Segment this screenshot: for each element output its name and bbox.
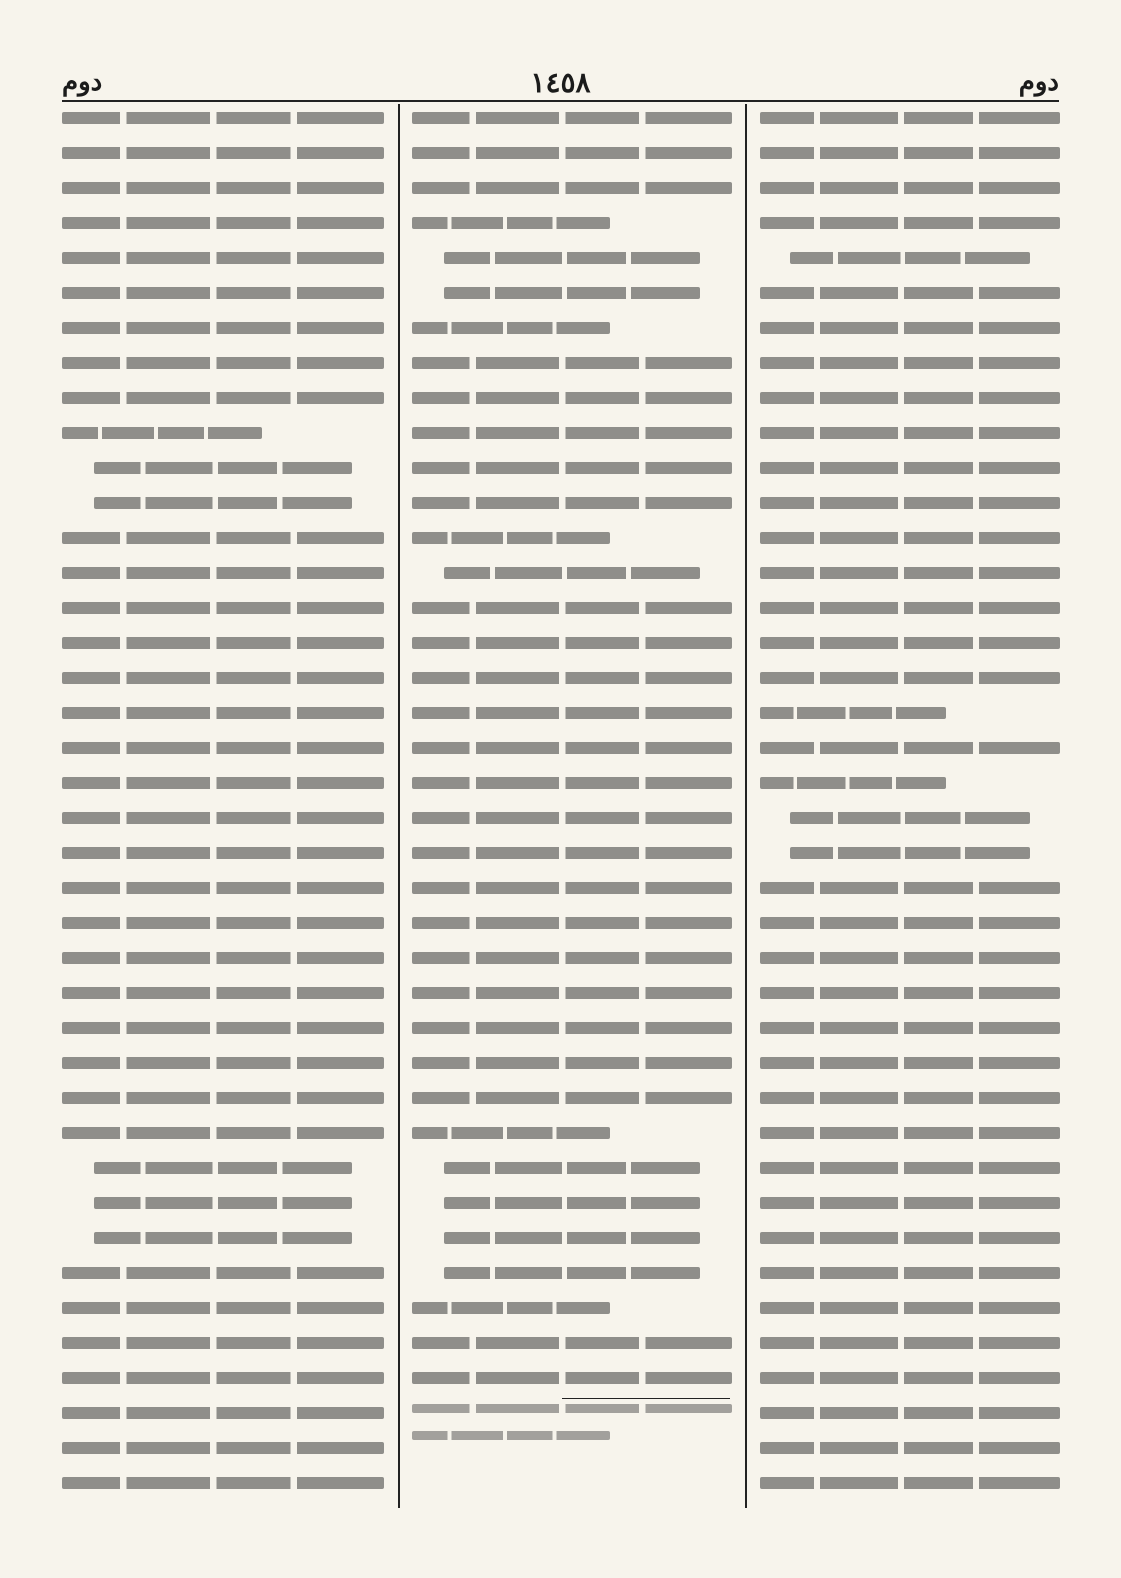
page-number: ١٤٥٨ — [530, 65, 591, 99]
text-column-right — [760, 112, 1060, 1507]
column-divider — [398, 104, 400, 1508]
text-column-middle — [412, 112, 732, 1507]
header-right-word: دوم — [1018, 67, 1059, 97]
header-left-word: دوم — [62, 67, 103, 97]
header-rule — [62, 100, 1059, 102]
footnote-rule — [562, 1398, 730, 1399]
footnote — [412, 1404, 732, 1458]
page-header — [62, 62, 1059, 102]
text-column-left — [62, 112, 384, 1507]
column-divider — [745, 104, 747, 1508]
